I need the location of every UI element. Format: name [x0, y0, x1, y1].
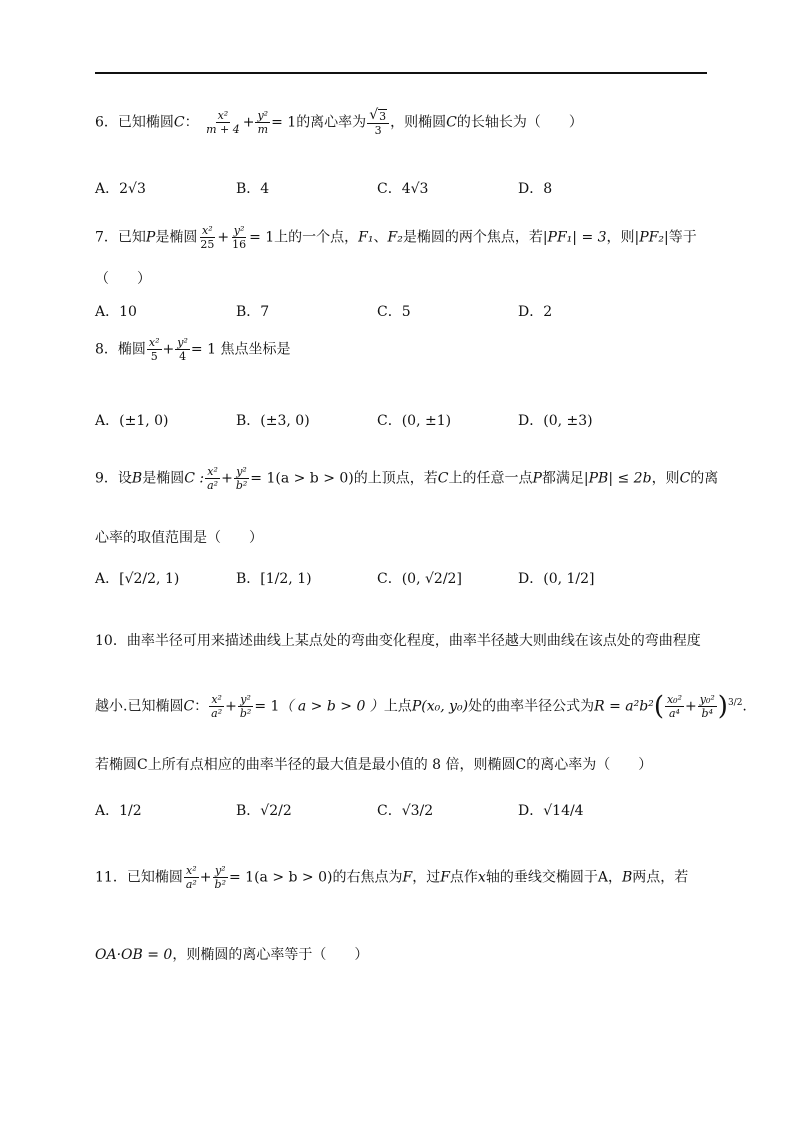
q6-number: 6．已知椭圆 [95, 114, 174, 131]
q10-exponent: 3/2 [727, 697, 743, 708]
q9-frac-x: $\frac{\text{x²}}{\text{a²}}$ [207, 465, 219, 492]
q11-line-2: OA·OB = 0，则椭圆的离心率等于（ ） [95, 947, 369, 963]
q7-option-c: C．5 [377, 304, 411, 320]
q9-option-c: C．(0, √2/2] [377, 571, 462, 587]
q7-ask: |PF₂| [634, 229, 669, 246]
q6-option-d: D．8 [518, 181, 553, 197]
q10-line-2: 越小.已知椭圆C： $\frac{\text{x²}}{\text{a²}}$ + $\frac{\text{y²}}{\text{b²}}$ = 1（ a > b > 0 ）上点P(x₀, y₀)处的曲率半径公式为R = a²b²( $\frac{\text{x₀²}}{\text{a⁴}}$ + $\frac{\text{y₀²}}{\text{b⁴}}$ )$^{3/2}$. [95, 691, 747, 722]
q8-number: 8．椭圆 [95, 341, 146, 358]
question-8: 8．椭圆 $\frac{\text{x²}}{5}$ + $\frac{\text{y²}}{4}$ = 1 焦点坐标是 [95, 336, 291, 363]
q8-frac-y: $\frac{\text{y²}}{4}$ [177, 336, 188, 363]
question-6: 6．已知椭圆C： $\frac{\text{x²}}{m + 4}$ + $\frac{\text{y²}}{m}$ = 1的离心率为 √ 3 3 ，则椭圆C的长轴长为（ ） [95, 107, 583, 137]
q10-point: P(x₀, y₀) [411, 698, 469, 715]
q10-frac-fy: $\frac{\text{y₀²}}{\text{b⁴}}$ [699, 693, 715, 720]
q7-condition: |PF₁| = 3 [542, 229, 607, 246]
q7-option-d: D．2 [518, 304, 553, 320]
q6-frac-x: $\frac{\text{x²}}{m + 4}$ [206, 109, 240, 136]
q9-option-d: D．(0, 1/2] [518, 571, 595, 587]
q10-line-3: 若椭圆C上所有点相应的曲率半径的最大值是最小值的 8 倍，则椭圆C的离心率为（ ） [95, 757, 653, 773]
q10-frac-y: $\frac{\text{y²}}{\text{b²}}$ [239, 693, 252, 720]
q9-number: 9．设 [95, 470, 132, 487]
q6-option-a: A．2√3 [95, 181, 146, 197]
q6-colon: ： [184, 114, 199, 131]
q7-frac-x: $\frac{\text{x²}}{25}$ [200, 224, 215, 251]
q6-eccentricity: √ 3 3 [367, 108, 389, 137]
q6-option-c: C．4√3 [377, 181, 429, 197]
q9-option-a: A．[√2/2, 1) [95, 571, 180, 587]
q10-option-a: A．1/2 [95, 803, 142, 819]
q10-frac-fx: $\frac{\text{x₀²}}{\text{a⁴}}$ [666, 693, 682, 720]
q7-option-b: B．7 [236, 304, 270, 320]
q8-option-b: B．(±3, 0) [236, 413, 310, 429]
q6-mid: 的离心率为 [296, 114, 367, 131]
q8-option-a: A．(±1, 0) [95, 413, 169, 429]
q7-option-a: A．10 [95, 304, 137, 320]
q6-ellipse-name: C [173, 114, 185, 131]
question-11: 11．已知椭圆 $\frac{\text{x²}}{\text{a²}}$ + $\frac{\text{y²}}{\text{b²}}$ = 1(a > b > 0)的右焦点为F，过F点作x轴的垂线交椭圆于A，B两点，若 [95, 864, 689, 891]
q10-formula: R = a²b² [594, 698, 654, 715]
q8-option-d: D．(0, ±3) [518, 413, 593, 429]
q9-frac-y: $\frac{\text{y²}}{\text{b²}}$ [235, 465, 248, 492]
q9-condition: |PB| ≤ 2b [583, 470, 652, 487]
q10-option-c: C．√3/2 [377, 803, 434, 819]
header-rule [95, 72, 707, 74]
q10-frac-x: $\frac{\text{x²}}{\text{a²}}$ [211, 693, 223, 720]
q10-condition: （ a > b > 0 ） [279, 698, 384, 715]
q11-condition: OA·OB = 0 [95, 947, 173, 963]
q9-line-2: 心率的取值范围是（ ） [95, 530, 263, 546]
q7-number: 7．已知 [95, 229, 146, 246]
q7-paren: （ ） [95, 271, 151, 287]
question-9: 9．设B是椭圆C : $\frac{\text{x²}}{\text{a²}}$ + $\frac{\text{y²}}{\text{b²}}$ = 1(a > b > 0)的上顶点，若C上的任意一点P都满足|PB| ≤ 2b，则C的离 [95, 465, 719, 492]
question-7: 7．已知P是椭圆 $\frac{\text{x²}}{25}$ + $\frac{\text{y²}}{16}$ = 1上的一个点，F₁、F₂是椭圆的两个焦点，若|PF₁| = 3，则|PF₂|等于 [95, 224, 697, 251]
q10-option-b: B．√2/2 [236, 803, 292, 819]
q10-line-1: 10．曲率半径可用来描述曲线上某点处的弯曲变化程度，曲率半径越大则曲线在该点处的弯曲程度 [95, 633, 701, 649]
q8-frac-x: $\frac{\text{x²}}{5}$ [148, 336, 160, 363]
q9-option-b: B．[1/2, 1) [236, 571, 312, 587]
q8-option-c: C．(0, ±1) [377, 413, 452, 429]
q10-option-d: D．√14/4 [518, 803, 584, 819]
q11-frac-y: $\frac{\text{y²}}{\text{b²}}$ [214, 864, 226, 891]
q6-frac-y: $\frac{\text{y²}}{m}$ [257, 109, 269, 136]
q11-number: 11．已知椭圆 [95, 869, 183, 886]
q7-frac-y: $\frac{\text{y²}}{16}$ [232, 224, 247, 251]
q6-option-b: B．4 [236, 181, 270, 197]
q11-frac-x: $\frac{\text{x²}}{\text{a²}}$ [185, 864, 197, 891]
